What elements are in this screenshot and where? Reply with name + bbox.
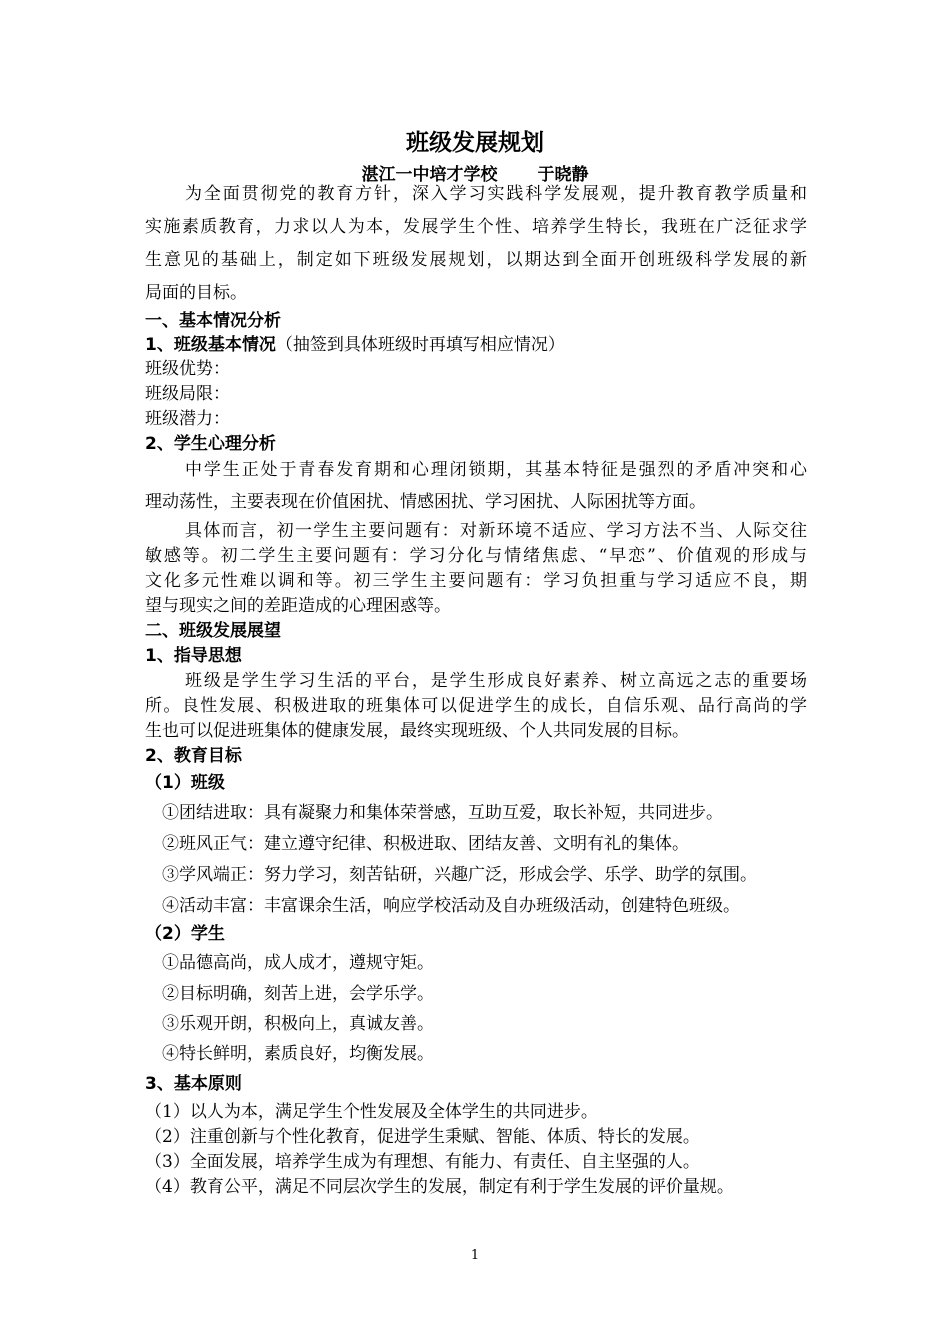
intro-line: 生意见的基础上，制定如下班级发展规划，以期达到全面开创班级科学发展的新 <box>145 250 807 270</box>
section-heading: 一、基本情况分析 <box>145 311 281 331</box>
subsection-note: （抽签到具体班级时再填写相应情况） <box>275 335 565 355</box>
paragraph-line: 文化多元性难以调和等。初三学生主要问题有：学习负担重与学习适应不良，期 <box>145 571 807 591</box>
goal-item: ①品德高尚，成人成才，遵规守矩。 <box>162 953 434 973</box>
subsection-line <box>145 334 565 356</box>
goal-item: ③学风端正：努力学习，刻苦钻研，兴趣广泛，形成会学、乐学、助学的氛围。 <box>162 865 757 885</box>
goal-item: ②班风正气：建立遵守纪律、积极进取、团结友善、文明有礼的集体。 <box>162 834 689 854</box>
goal-item: ④特长鲜明，素质良好，均衡发展。 <box>162 1044 434 1064</box>
principle-item: （4）教育公平，满足不同层次学生的发展，制定有利于学生发展的评价量规。 <box>145 1177 734 1197</box>
section-heading: 二、班级发展展望 <box>145 621 281 641</box>
subsection-heading: 2、教育目标 <box>145 746 242 766</box>
paragraph-line: 生也可以促进班集体的健康发展，最终实现班级、个人共同发展的目标。 <box>145 721 689 741</box>
class-item: 班级潜力： <box>145 409 230 429</box>
page-number: 1 <box>470 1248 480 1263</box>
paragraph-line: 中学生正处于青春发育期和心理闭锁期，其基本特征是强烈的矛盾冲突和心 <box>185 460 807 480</box>
subsection-heading: 1、指导思想 <box>145 646 242 666</box>
goal-item: ①团结进取：具有凝聚力和集体荣誉感，互助互爱，取长补短，共同进步。 <box>162 803 723 823</box>
paragraph-line: 具体而言，初一学生主要问题有：对新环境不适应、学习方法不当、人际交往 <box>185 521 807 541</box>
paragraph-line: 所。良性发展、积极进取的班集体可以促进学生的成长，自信乐观、品行高尚的学 <box>145 696 807 716</box>
subsection-heading: 2、学生心理分析 <box>145 434 276 454</box>
goal-item: ③乐观开朗，积极向上，真诚友善。 <box>162 1014 434 1034</box>
principle-item: （2）注重创新与个性化教育，促进学生秉赋、智能、体质、特长的发展。 <box>145 1127 700 1147</box>
intro-line: 实施素质教育，力求以人为本，发展学生个性、培养学生特长，我班在广泛征求学 <box>145 217 807 237</box>
document-title: 班级发展规划 <box>406 130 544 156</box>
intro-line: 局面的目标。 <box>145 283 247 303</box>
paragraph-line: 班级是学生学习生活的平台，是学生形成良好素养、树立高远之志的重要场 <box>185 671 807 691</box>
subsection-heading: 3、基本原则 <box>145 1074 242 1094</box>
subsection-heading: 1、班级基本情况 <box>145 335 276 355</box>
goal-item: ②目标明确，刻苦上进，会学乐学。 <box>162 984 434 1004</box>
goal-item: ④活动丰富：丰富课余生活，响应学校活动及自办班级活动，创建特色班级。 <box>162 896 740 916</box>
goal-heading: （1）班级 <box>145 773 225 793</box>
principle-item: （3）全面发展，培养学生成为有理想、有能力、有责任、自主坚强的人。 <box>145 1152 700 1172</box>
paragraph-line: 理动荡性，主要表现在价值困扰、情感困扰、学习困扰、人际困扰等方面。 <box>145 492 706 512</box>
principle-item: （1）以人为本，满足学生个性发展及全体学生的共同进步。 <box>145 1102 598 1122</box>
author-line <box>0 160 950 185</box>
author-school: 湛江一中培才学校 <box>361 165 498 185</box>
paragraph-line: 望与现实之间的差距造成的心理困惑等。 <box>145 596 451 616</box>
author-name: 于晓静 <box>537 165 589 185</box>
goal-heading: （2）学生 <box>145 924 225 944</box>
class-item: 班级局限： <box>145 384 230 404</box>
class-item: 班级优势： <box>145 359 230 379</box>
intro-line: 为全面贯彻党的教育方针，深入学习实践科学发展观，提升教育教学质量和 <box>185 184 807 204</box>
paragraph-line: 敏感等。初二学生主要问题有：学习分化与情绪焦虑、“早恋”、价值观的形成与 <box>145 546 807 566</box>
